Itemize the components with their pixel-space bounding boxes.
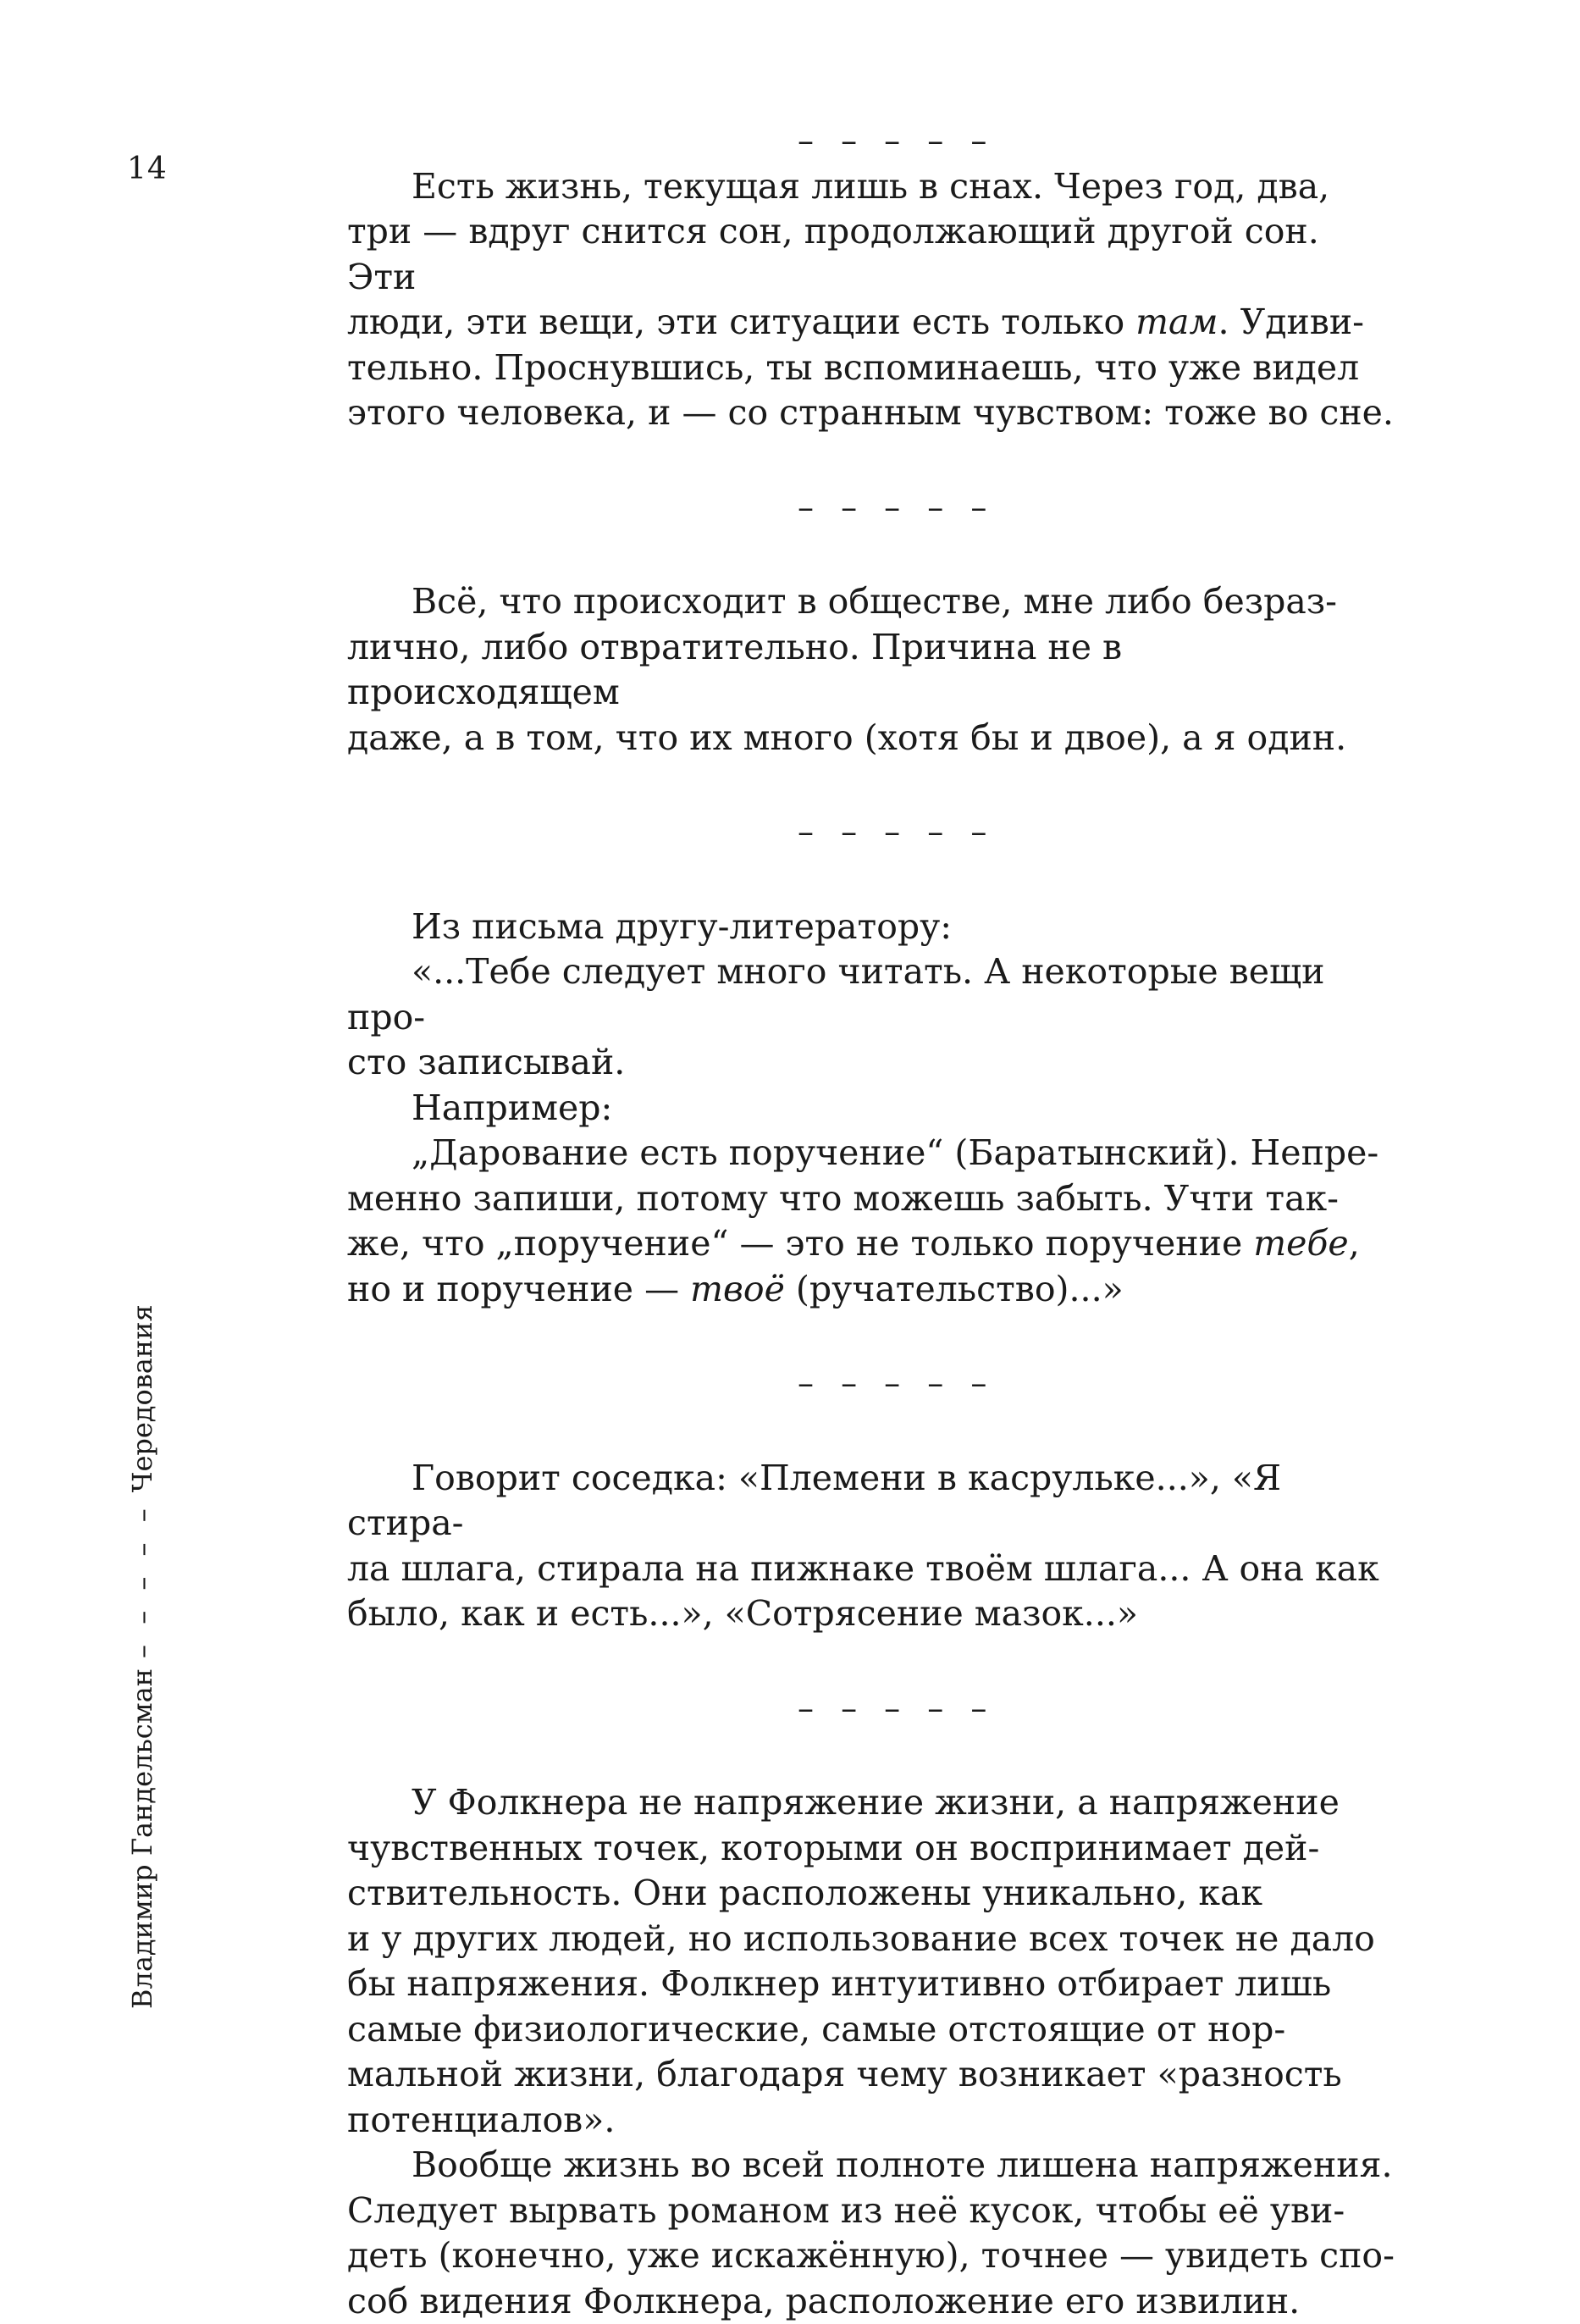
page-number: 14 xyxy=(127,152,168,186)
paragraph: Из письма другу-литератору: xyxy=(412,905,953,947)
text-block xyxy=(347,119,1397,2324)
section-1 xyxy=(347,164,1397,436)
section-3 xyxy=(347,905,1397,1313)
section-divider: – – – – – xyxy=(798,122,996,159)
section-divider: – – – – – xyxy=(798,488,996,526)
section-divider: – – – – – xyxy=(798,1364,996,1402)
paragraph: «...Тебе следует много читать. А некоторые вещи про- сто записывай. xyxy=(347,951,1325,1082)
paragraph: Всё, что происходит в обществе, мне либо безраз- лично, либо отвратительно. Причина не в происходящем даже, а в том, что их много (хотя бы и двое), а я один. xyxy=(347,581,1347,758)
running-head xyxy=(125,1304,159,2009)
section-4 xyxy=(347,1456,1397,1637)
section-divider: – – – – – xyxy=(798,1689,996,1727)
paragraph: Говорит соседка: «Племени в касрульке...», «Я стира- ла шлага, стирала на пижнаке твоём шлага... А она как было, как и есть...», «Сотрясение мазок...» xyxy=(347,1457,1379,1634)
section-2 xyxy=(347,579,1397,761)
running-head-author: Владимир Гандельсман xyxy=(126,1668,158,2009)
paragraph: Например: xyxy=(412,1087,613,1128)
paragraph: Вообще жизнь во всей полноте лишена напряжения. Следует вырвать романом из неё кусок, чтобы её уви- деть (конечно, уже искажённую), точнее — увидеть спо- соб видения Фолкнера, расположение его извилин. xyxy=(347,2144,1395,2321)
section-5 xyxy=(347,1780,1397,2324)
paragraph: У Фолкнера не напряжение жизни, а напряжение чувственных точек, которыми он воспринимает дей- ствительность. Они расположены уникально, как и у других людей, но использование всех точек не дало бы напряжения. Фолкнер интуитивно отбирает лишь самые физиологические, самые отстоящие от нор- мальной жизни, благодаря чему возникает «разность потенциалов». xyxy=(347,1782,1375,2140)
section-divider: – – – – – xyxy=(798,813,996,850)
paragraph: „Дарование есть поручение“ (Баратынский). Непре- менно запиши, потому что можешь забыть. Учти так- же, что „поручение“ — это не только поручение тебе, но и поручение — твоё (ручательство)...» xyxy=(347,1132,1379,1309)
running-head-separator: – – – – – xyxy=(126,1502,158,1658)
running-head-title: Чередования xyxy=(126,1304,158,1493)
paragraph: Есть жизнь, текущая лишь в снах. Через год, два, три — вдруг снится сон, продолжающий другой сон. Эти люди, эти вещи, эти ситуации есть только там. Удиви- тельно. Проснувшись, ты вспоминаешь, что уже видел этого человека, и — со странным чувством: тоже во сне. xyxy=(347,165,1394,433)
